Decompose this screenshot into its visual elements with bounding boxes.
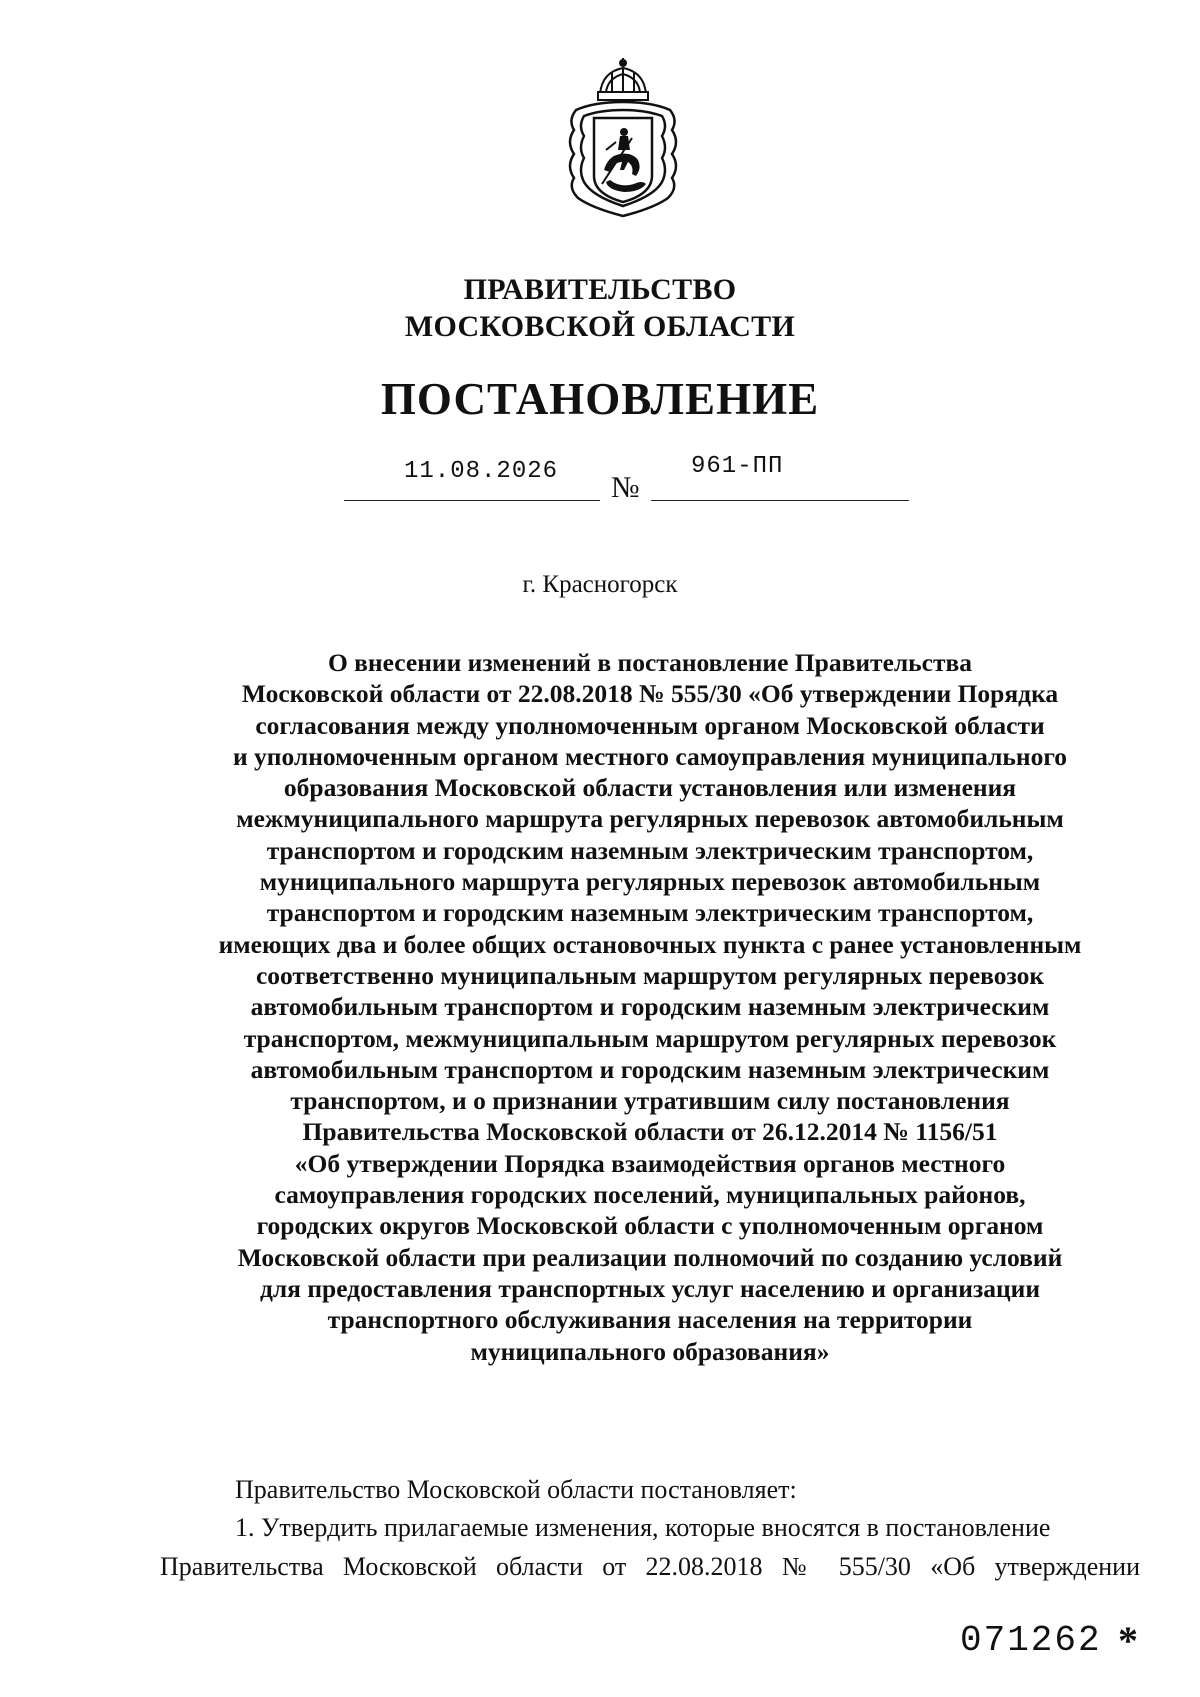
subject-line: городских округов Московской области с уполномоченным органом (256, 1211, 1044, 1241)
subject-line: транспортом и городским наземным электрическим транспортом, (266, 835, 1034, 865)
subject-line: и уполномоченным органом местного самоуправления муниципального (232, 741, 1068, 771)
subject-line: транспортом и городским наземным электрическим транспортом, (266, 898, 1034, 928)
subject-line: О внесении изменений в постановление Правительства (327, 648, 973, 677)
stamp-star-mark: * (1118, 1618, 1138, 1663)
subject-line: Московской области при реализации полномочий по созданию условий (237, 1242, 1063, 1272)
org-name-line2: МОСКОВСКОЙ ОБЛАСТИ (404, 310, 796, 343)
subject-line: муниципального образования» (470, 1336, 830, 1366)
item1-paragraph-line2: Правительства Московской области от 22.08.2018 № 555/30 «Об утверждении (160, 1552, 1140, 1581)
org-name-line1: ПРАВИТЕЛЬСТВО (463, 273, 737, 306)
number-sign: № (611, 471, 640, 504)
subject-line: имеющих два и более общих остановочных пункта с ранее установленным (218, 929, 1082, 959)
subject-line: Московской области от 22.08.2018 № 555/30 «Об утверждении Порядка (241, 679, 1059, 709)
registration-stamp-number: 071262 (960, 1620, 1102, 1661)
subject-line: согласования между уполномоченным органом Московской области (255, 710, 1045, 740)
subject-line: Правительства Московской области от 26.12.2014 № 1156/51 (302, 1117, 998, 1147)
subject-line: соответственно муниципальным маршрутом регулярных перевозок (255, 960, 1045, 990)
preamble-paragraph: Правительство Московской области постановляет: (235, 1475, 797, 1504)
registration-number: 961-ПП (691, 453, 784, 480)
subject-line: для предоставления транспортных услуг населению и организации (259, 1273, 1041, 1303)
item1-paragraph-line1: 1. Утвердить прилагаемые изменения, которые вносятся в постановление (235, 1513, 1051, 1542)
subject-line: транспортом, и о признании утратившим силу постановления (290, 1086, 1010, 1116)
subject-line: самоуправления городских поселений, муниципальных районов, (274, 1180, 1026, 1210)
city-line: г. Красногорск (522, 571, 678, 598)
subject-line: образования Московской области установления или изменения (283, 773, 1017, 803)
subject-line: автомобильным транспортом и городским наземным электрическим (250, 1054, 1050, 1084)
document-type-title: ПОСТАНОВЛЕНИЕ (380, 374, 820, 424)
date-underline (344, 500, 600, 501)
subject-line: муниципального маршрута регулярных перевозок автомобильным (259, 867, 1041, 897)
subject-heading (160, 647, 1140, 1367)
coat-of-arms-icon (562, 58, 684, 220)
subject-line: автомобильным транспортом и городским наземным электрическим (250, 992, 1050, 1022)
subject-line: транспортного обслуживания населения на территории (327, 1305, 973, 1335)
registration-date: 11.08.2026 (404, 458, 559, 485)
number-underline (651, 500, 909, 501)
subject-line: межмуниципального маршрута регулярных перевозок автомобильным (236, 804, 1064, 834)
subject-line: «Об утверждении Порядка взаимодействия органов местного (294, 1148, 1006, 1178)
subject-line: транспортом, межмуниципальным маршрутом регулярных перевозок (243, 1023, 1057, 1053)
